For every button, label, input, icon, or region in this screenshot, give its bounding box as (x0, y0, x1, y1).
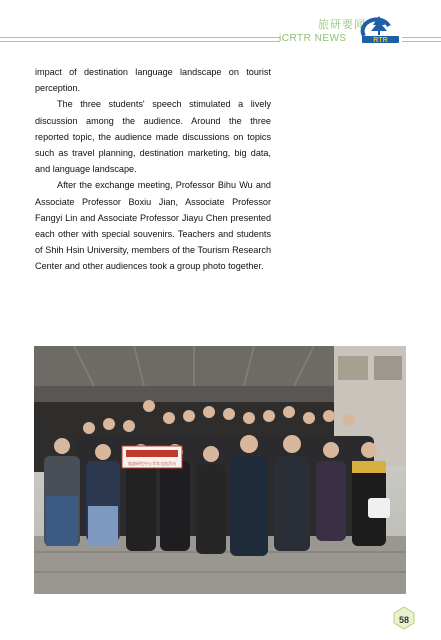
paragraph-3: After the exchange meeting, Professor Bihu Wu and Associate Professor Boxiu Jian, Associate Professor Fangyi Lin and Associate Professor Jiayu Chen presented each other with special souvenirs. Teachers and students of Shih Hsin University, members of the Tourism Research Center and other audiences took a group photo together. (35, 180, 271, 272)
header-rule-right-2 (402, 41, 441, 42)
page-number: 58 (398, 615, 409, 625)
logo-text: RTR (373, 37, 388, 44)
header-rule-right (402, 37, 441, 38)
group-photo (34, 346, 406, 594)
paragraph-1: impact of destination language landscape on tourist perception. (35, 67, 271, 94)
section-title-zh: 旅研要闻 (318, 18, 366, 31)
header-rule-left (0, 37, 280, 38)
header-rule-left-2 (0, 41, 280, 42)
paragraph-2: The three students' speech stimulated a lively discussion among the audience. Around the three reported topic, the audience made discussions on topics such as travel planning, destination marketing, big data, and language landscape. (35, 99, 271, 175)
crtr-logo-icon (359, 14, 401, 44)
banner-text: 旅游研究中心学术交流活动 (128, 461, 176, 466)
group-photo-image (34, 346, 406, 594)
article-body (35, 64, 271, 275)
section-title-en: iCRTR NEWS (279, 33, 347, 44)
